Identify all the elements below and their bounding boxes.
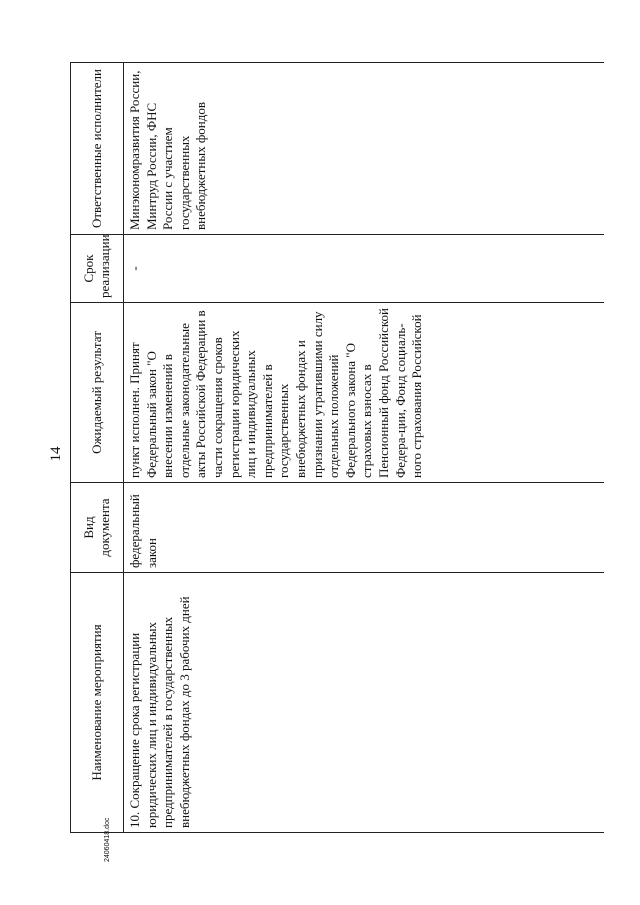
rotated-table-container <box>70 63 603 833</box>
measures-table <box>70 62 604 833</box>
header-executors: Ответственные исполнители <box>71 63 124 235</box>
table-header-row <box>71 63 124 833</box>
header-name: Наименование мероприятия <box>71 573 124 833</box>
header-doc-type: Вид документа <box>71 483 124 573</box>
header-result: Ожидаемый результат <box>71 303 124 483</box>
cell-result: пункт исполнен. Принят Федеральный закон "О внесении изменений в отдельные законодательные акты Российской Федерации в части сокращения сроков регистрации юридических лиц и индивидуальных предпринимателей в государственных внебюджетных фондах и признании утратившими силу отдельных положений Федерального закона "О страховых взносах в Пенсионный фонд Российской Федера-ции, Фонд социаль-ного страхования Российской <box>124 303 604 483</box>
table-row <box>124 63 604 833</box>
footer-filename: 24060418.doc <box>104 817 111 862</box>
cell-name: 10. Сокращение срока регистрации юридических лиц и индивидуальных предпринимателей в государственных внебюджетных фондах до 3 рабочих дней <box>124 573 604 833</box>
header-term: Срок реализации <box>71 235 124 303</box>
cell-doc-type: федеральный закон <box>124 483 604 573</box>
cell-executors: Минэкономразвития России, Минтруд России, ФНС России с участием государственных внебюджетных фондов <box>124 63 604 235</box>
page-number: 14 <box>48 446 64 462</box>
cell-term: - <box>124 235 604 303</box>
